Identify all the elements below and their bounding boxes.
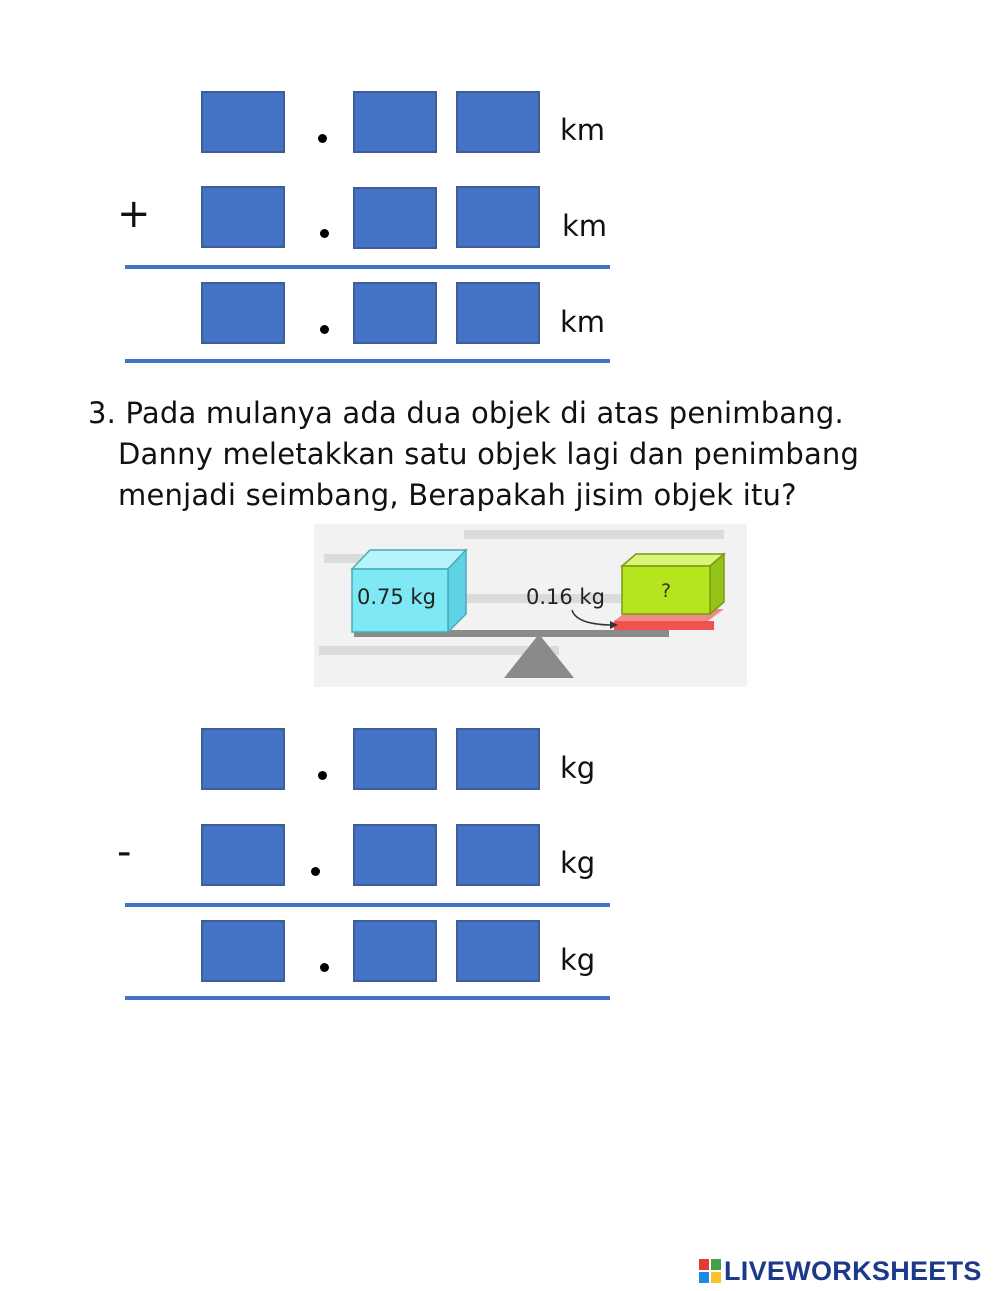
answer-box[interactable] (201, 91, 285, 153)
decimal-point (320, 963, 329, 972)
answer-box[interactable] (201, 186, 285, 248)
right-cube-label: ? (661, 580, 672, 602)
answer-box[interactable] (201, 920, 285, 982)
decimal-point (311, 867, 320, 876)
decimal-point (318, 134, 327, 143)
answer-box[interactable] (353, 728, 437, 790)
unit-label: kg (560, 846, 596, 880)
difference-line (125, 903, 610, 907)
answer-box[interactable] (456, 728, 540, 790)
difference-line (125, 996, 610, 1000)
answer-box[interactable] (353, 187, 437, 249)
liveworksheets-brand (698, 1256, 982, 1286)
answer-box[interactable] (353, 91, 437, 153)
answer-box[interactable] (456, 91, 540, 153)
answer-box[interactable] (456, 824, 540, 886)
answer-box[interactable] (353, 920, 437, 982)
minus-operator: - (117, 829, 132, 875)
unit-label: kg (560, 751, 596, 785)
answer-box[interactable] (201, 728, 285, 790)
decimal-point (320, 325, 329, 334)
answer-box[interactable] (456, 186, 540, 248)
question-line: Danny meletakkan satu objek lagi dan penimbang (118, 437, 860, 471)
arrow-label: 0.16 kg (526, 585, 605, 609)
answer-box[interactable] (201, 824, 285, 886)
answer-box[interactable] (353, 282, 437, 344)
question-line: 3. Pada mulanya ada dua objek di atas penimbang. (88, 396, 844, 430)
answer-box[interactable] (456, 282, 540, 344)
left-cube-label: 0.75 kg (357, 585, 436, 609)
liveworksheets-logo-icon (698, 1258, 722, 1284)
sum-line (125, 265, 610, 269)
decimal-point (320, 229, 329, 238)
question-3 (88, 393, 968, 516)
answer-box[interactable] (201, 282, 285, 344)
balance-scale-figure (314, 524, 747, 687)
brand-name: LIVEWORKSHEETS (724, 1255, 982, 1286)
unit-label: km (560, 305, 606, 339)
answer-box[interactable] (456, 920, 540, 982)
decimal-point (318, 771, 327, 780)
unit-label: km (562, 209, 608, 243)
question-line: menjadi seimbang, Berapakah jisim objek itu? (118, 478, 797, 512)
sum-line (125, 359, 610, 363)
answer-box[interactable] (353, 824, 437, 886)
unit-label: kg (560, 943, 596, 977)
right-cube (622, 554, 724, 614)
balance-scale-illustration (314, 524, 747, 687)
plus-operator: + (117, 191, 151, 237)
unit-label: km (560, 113, 606, 147)
